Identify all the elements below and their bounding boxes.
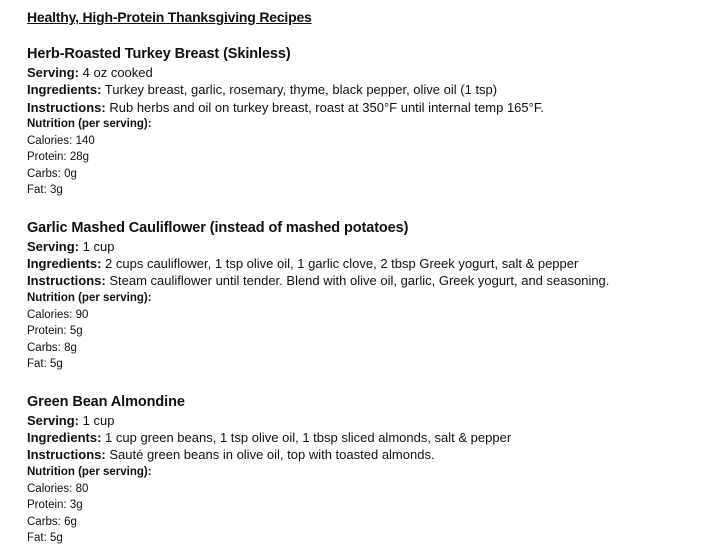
nutrition-protein: Protein: 3g [27,499,83,512]
recipe-title: Herb-Roasted Turkey Breast (Skinless) [27,46,291,62]
nutrition-calories: Calories: 90 [27,308,89,321]
serving-label: Serving: [27,238,80,254]
nutrition-calories: Calories: 80 [27,482,89,495]
nutrition-heading: Nutrition (per serving): [27,465,152,478]
instructions-line [27,446,728,463]
serving-label: Serving: [27,412,80,428]
nutrition-heading: Nutrition (per serving): [27,117,152,130]
ingredients-label: Ingredients: [27,256,102,272]
recipe-section [27,392,728,547]
nutrition-fat: Fat: 5g [27,532,63,545]
recipe-title: Green Bean Almondine [27,393,185,410]
serving-label: Serving: [27,65,80,80]
instructions-label: Instructions: [27,447,106,463]
nutrition-protein: Protein: 28g [27,151,90,164]
ingredients-label: Ingredients: [27,82,102,98]
nutrition-fat: Fat: 5g [27,358,63,371]
ingredients-label: Ingredients: [27,430,102,446]
ingredients-value: 1 cup green beans, 1 tsp olive oil, 1 tbsp sliced almonds, salt & pepper [105,430,512,446]
instructions-value: Rub herbs and oil on turkey breast, roast at 350°F until internal temp 165°F. [109,99,544,115]
nutrition-heading: Nutrition (per serving): [27,291,152,304]
ingredients-line [27,255,728,272]
document-title: Healthy, High-Protein Thanksgiving Recipes [27,9,312,25]
instructions-line [27,99,728,116]
serving-value: 1 cup [82,412,115,428]
nutrition-carbs: Carbs: 8g [27,341,77,354]
ingredients-line [27,429,728,446]
instructions-line [27,272,728,289]
serving-line [27,238,728,255]
nutrition-carbs: Carbs: 6g [27,515,77,528]
ingredients-line [27,81,728,98]
instructions-label: Instructions: [27,99,106,115]
nutrition-calories: Calories: 140 [27,134,95,147]
recipe-section [27,44,728,199]
nutrition-fat: Fat: 3g [27,184,63,197]
nutrition-protein: Protein: 5g [27,325,83,338]
serving-line [27,64,728,81]
serving-value: 1 cup [82,238,115,254]
instructions-value: Steam cauliflower until tender. Blend with olive oil, garlic, Greek yogurt, and seasoning. [109,273,610,289]
nutrition-carbs: Carbs: 0g [27,167,77,180]
serving-line [27,412,728,429]
instructions-label: Instructions: [27,273,106,289]
recipe-section [27,218,728,373]
recipe-title: Garlic Mashed Cauliflower (instead of mashed potatoes) [27,219,409,236]
ingredients-value: Turkey breast, garlic, rosemary, thyme, black pepper, olive oil (1 tsp) [104,82,498,98]
ingredients-value: 2 cups cauliflower, 1 tsp olive oil, 1 garlic clove, 2 tbsp Greek yogurt, salt & pepper [105,256,579,272]
instructions-value: Sauté green beans in olive oil, top with toasted almonds. [109,447,435,463]
serving-value: 4 oz cooked [82,65,153,80]
